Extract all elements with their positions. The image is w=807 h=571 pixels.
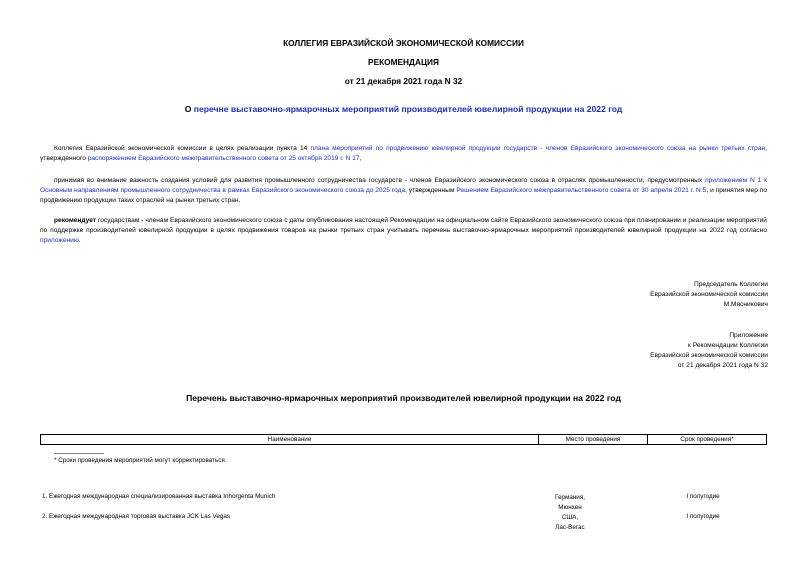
appendix-line-3: Евразийской экономической комиссии [650, 352, 768, 359]
signature-block [528, 280, 768, 310]
events-table-header [40, 434, 767, 445]
doc-type: РЕКОМЕНДАЦИЯ [368, 57, 439, 67]
paragraph-1 [40, 144, 767, 164]
list-title: Перечень выставочно-ярмарочных мероприятий производителей ювелирной продукции на 2022 год [186, 393, 621, 403]
para3-link-appendix[interactable]: приложению [40, 237, 79, 244]
table-row-period: I полугодие [686, 513, 720, 520]
para2-link-decision[interactable]: Решением Евразийского межправительственного совета от 30 апреля 2021 г. N 5 [456, 187, 707, 194]
table-row-place [520, 493, 620, 513]
title-prefix: О [184, 104, 194, 114]
appendix-block [528, 331, 768, 371]
org-name: КОЛЛЕГИЯ ЕВРАЗИЙСКОЙ ЭКОНОМИЧЕСКОЙ КОМИССИИ [283, 38, 524, 48]
col-place-header: Место проведения [539, 435, 648, 445]
para2-text-2: , утвержденным [405, 187, 457, 194]
para1-text-3: , [359, 155, 362, 162]
table-row-period: I полугодие [686, 493, 720, 500]
row2-place-country: США, [561, 514, 579, 521]
para2-text-1: принимая во внимание важность создания условий для развития промышленного сотрудничества государств - членов Евразийского экономического союза в отраслях промышленности, предусмотренных [54, 177, 706, 184]
para1-text-1: Коллегия Евразийской экономической комиссии в целях реализации пункта 14 [54, 145, 311, 152]
doc-date: от 21 декабря 2021 года N 32 [344, 76, 463, 86]
footnote: * Сроки проведения мероприятий могут корректироваться. [54, 457, 227, 464]
para3-text-2: . [78, 237, 81, 244]
para3-bold: рекомендует [54, 217, 97, 224]
para2-text-3: , и принятия мер по продвижению продукции таких отраслей на рынки третьих стран, [40, 187, 768, 204]
signature-line-3: М.Мясникович [723, 301, 768, 308]
signature-line-2: Евразийской экономической комиссии [650, 291, 768, 298]
row1-place-country: Германия, [555, 494, 585, 501]
paragraph-3 [40, 216, 767, 246]
signature-line-1: Председатель Коллегии [694, 281, 768, 288]
footnote-divider [54, 453, 104, 454]
appendix-line-1: Приложение [729, 332, 768, 339]
para1-link-order[interactable]: распоряжением Евразийского межправительственного совета от 25 октября 2019 г. N 17 [87, 155, 360, 162]
row2-place-city: Лас-Вегас [555, 524, 585, 531]
row1-place-city: Мюнхен [558, 504, 582, 511]
title-link[interactable]: перечне выставочно-ярмарочных мероприятий производителей ювелирной продукции на 2022 год [193, 104, 623, 114]
table-row-name: 1. Ежегодная международная специализированная выставка Inhorgenta Munich [42, 493, 276, 500]
col-name-header: Наименование [41, 435, 539, 445]
paragraph-2 [40, 176, 767, 206]
col-period-header: Срок проведения* [648, 435, 767, 445]
para2-link-annex[interactable]: приложением N 1 к Основным направлениям промышленного сотрудничества в рамках Евразийского экономического союза до 2025 года [40, 177, 767, 194]
appendix-line-2: к Рекомендации Коллегии [688, 342, 768, 349]
para1-link-plan[interactable]: плана мероприятий по продвижению ювелирной продукции государств - членов Евразийского экономического союза на рынки третьих стран [310, 145, 766, 152]
appendix-line-4: от 21 декабря 2021 года N 32 [677, 362, 768, 369]
para3-text-1: государствам - членам Евразийского экономического союза с даты опубликования настоящей Рекомендации на официальном сайте Евразийского экономического союза при планировании и реализации мероприятий по поддержке производителей ювелирной продукции в целях продвижения товаров на рынки третьих стран учитывать перечень выставочно-ярмарочных мероприятий производителей ювелирной продукции на 2022 год согласно [40, 217, 767, 234]
table-row-place [520, 513, 620, 533]
para1-text-2: , утвержденного [40, 145, 767, 162]
table-row-name: 2. Ежегодная международная торговая выставка JCK Las Vegas [42, 513, 230, 520]
doc-title [0, 104, 807, 114]
